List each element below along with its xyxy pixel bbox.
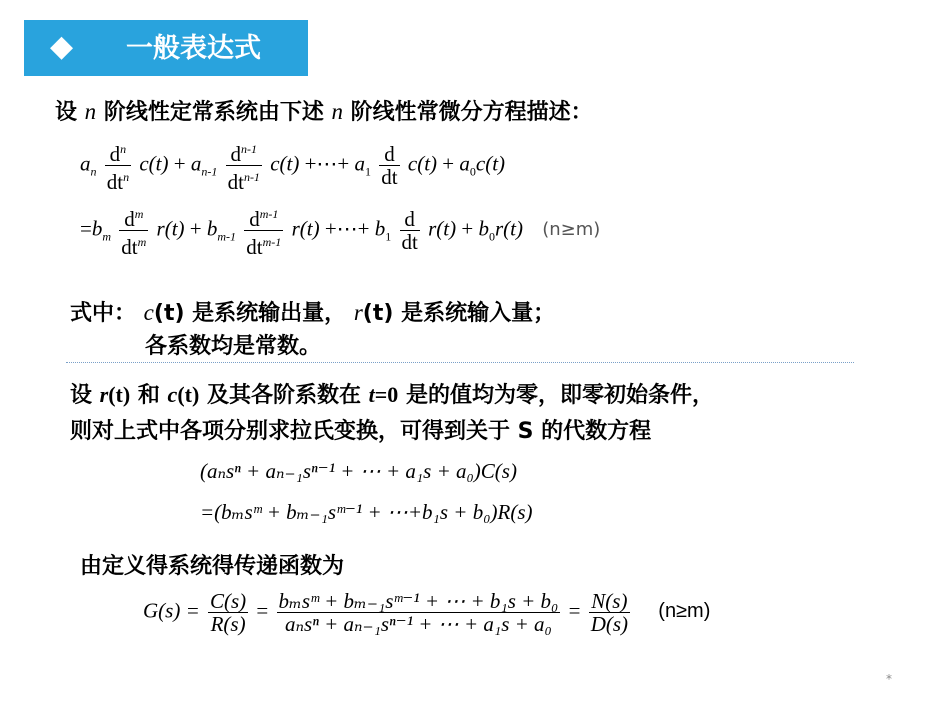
where-line-1: 式中： c(t) 是系统输出量， r(t) 是系统输入量； bbox=[70, 300, 556, 326]
zero-init-line-2: 则对上式中各项分别求拉氏变换，可得到关于 S 的代数方程 bbox=[70, 419, 652, 444]
differential-equation-rhs: $=b_m$ $\frac{d^m}{dt^m}$ $r(t) + b_{m-1}$ $\frac{d^{m-1}}{dt^{m-1}}$ r(t) +⋯+ $b_1$ $\frac{d}{dt}$ $r(t) + b_0r(t)$ (n≥m) bbox=[80, 203, 600, 258]
fraction: $\frac{C(s)}{R(s)}$ bbox=[210, 589, 247, 636]
differential-equation-lhs: $a_n$ $\frac{d^n}{dt^n}$ $c(t) + a_{n-1}$ $\frac{d^{n-1}}{dt^{n-1}}$ c(t) +⋯+ $a_1$ $\frac{d}{dt}$ $c(t) + a_0c(t)$ bbox=[80, 138, 505, 193]
fraction: $\frac{N(s)}{D(s)}$ bbox=[590, 589, 629, 636]
condition-note: (n≥m) bbox=[542, 219, 601, 241]
zero-init-line-1: 设 r(t) 和 c(t) 及其各阶系数在 t=0 是的值均为零，即零初始条件， bbox=[70, 382, 714, 408]
fraction: $\frac{d^{n-1}}{dt^{n-1}}$ bbox=[226, 138, 262, 193]
fraction: $\frac{\text{bₘsᵐ + bₘ₋₁sᵐ⁻¹ + ⋯ + b₁s + b₀}}{\text{aₙsⁿ + aₙ₋₁sⁿ⁻¹ + ⋯ + a₁s + a₀}}$ bbox=[278, 589, 559, 636]
section-title: 一般表达式 bbox=[126, 33, 261, 64]
transfer-intro: 由定义得系统得传递函数为 bbox=[80, 554, 345, 579]
page-marker: * bbox=[886, 672, 892, 686]
where-line-2: 各系数均是常数。 bbox=[145, 334, 322, 359]
fraction: $\frac{d}{dt}$ bbox=[381, 142, 398, 189]
fraction: $\frac{d^n}{dt^n}$ bbox=[105, 138, 131, 193]
fraction: $\frac{d^{m-1}}{dt^{m-1}}$ bbox=[244, 203, 283, 258]
diamond-bullet-icon: ◆ bbox=[50, 29, 74, 64]
intro-text: 设 n 阶线性定常系统由下述 n 阶线性常微分方程描述： bbox=[55, 99, 593, 125]
laplace-equation-lhs: (aₙsⁿ + aₙ₋₁sⁿ⁻¹ + ⋯ + a₁s + a₀)C(s) bbox=[200, 459, 517, 483]
transfer-function: G(s) = $\frac{C(s)}{R(s)}$ = $\frac{\text{bₘsᵐ + bₘ₋₁sᵐ⁻¹ + ⋯ + b₁s + b₀}}{\text{aₙsⁿ + aₙ₋₁sⁿ⁻¹ + ⋯ + a₁s + a₀}}$ = $\frac{N(s)}{D(s)}$ (n≥m) bbox=[143, 589, 711, 636]
section-banner bbox=[24, 20, 308, 76]
dotted-divider bbox=[66, 362, 854, 363]
transfer-condition: (n≥m) bbox=[658, 600, 711, 623]
laplace-equation-rhs: =(bₘsᵐ + bₘ₋₁sᵐ⁻¹ + ⋯+b₁s + b₀)R(s) bbox=[200, 500, 533, 524]
fraction: $\frac{d^m}{dt^m}$ bbox=[119, 203, 148, 258]
fraction: $\frac{d}{dt}$ bbox=[401, 207, 418, 254]
